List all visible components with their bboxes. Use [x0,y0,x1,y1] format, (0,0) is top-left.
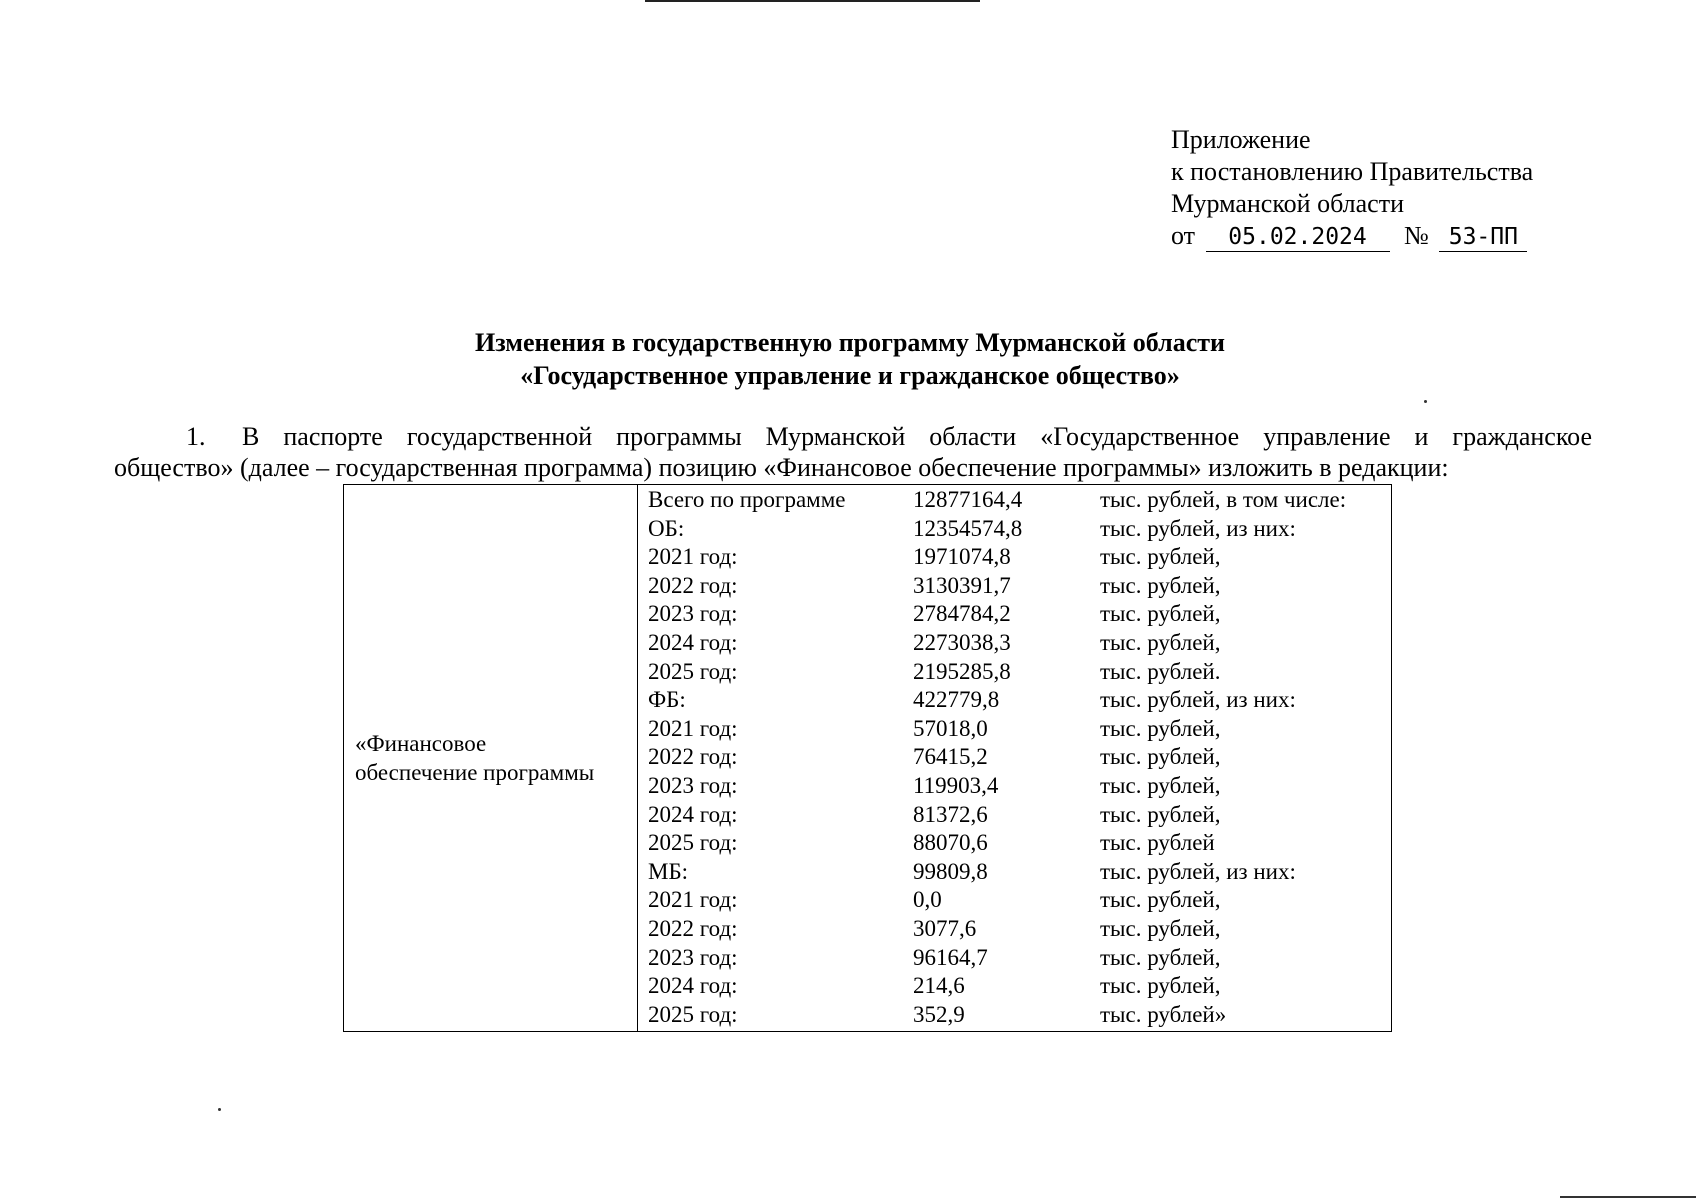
table-row [638,629,1391,658]
row-label: ОБ: [648,515,685,541]
row-value: 422779,8 [913,687,1000,713]
resolution-number: 53-ПП [1439,223,1527,252]
row-value: 214,6 [913,973,965,999]
row-label: 2023 год: [648,772,738,798]
row-unit: тыс. рублей, [1100,887,1221,913]
row-unit: тыс. рублей, [1100,629,1221,655]
row-label: 2021 год: [648,715,738,741]
table-row [638,772,1391,801]
table-row [638,829,1391,858]
appendix-reference: к постановлению Правительства [1171,157,1534,186]
row-value: 2195285,8 [913,658,1011,684]
row-unit: тыс. рублей, [1100,944,1221,970]
row-label: 2025 год: [648,830,738,856]
row-value: 88070,6 [913,830,988,856]
row-value: 2273038,3 [913,629,1011,655]
paragraph-line-2: общество» (далее – государственная программа) позицию «Финансовое обеспечение программы» изложить в редакции: [114,453,1449,482]
row-unit: тыс. рублей, из них: [1100,858,1296,884]
table-row [638,915,1391,944]
row-unit: тыс. рублей, [1100,601,1221,627]
row-label: 2021 год: [648,887,738,913]
table-row [638,743,1391,772]
position-name-cell [344,485,638,1031]
table-row [638,600,1391,629]
table-row [638,486,1391,515]
paragraph-1 [114,421,1592,483]
row-unit: тыс. рублей, из них: [1100,687,1296,713]
appendix-heading: Приложение [1171,125,1311,154]
row-value: 99809,8 [913,858,988,884]
row-unit: тыс. рублей. [1100,658,1221,684]
table-row [638,686,1391,715]
row-label: 2024 год: [648,973,738,999]
position-name-line-2: обеспечение программы [355,760,595,785]
row-label: Всего по программе [648,487,846,512]
table-row [638,944,1391,973]
row-label: 2022 год: [648,915,738,941]
row-value: 2784784,2 [913,601,1011,627]
title-line-2: «Государственное управление и гражданское общество» [520,361,1180,390]
row-unit: тыс. рублей» [1100,1001,1227,1027]
from-label: от [1171,221,1196,250]
row-label: 2023 год: [648,601,738,627]
row-value: 3130391,7 [913,572,1011,598]
table-row [638,801,1391,830]
table-row [638,1001,1391,1030]
row-value: 96164,7 [913,944,988,970]
row-value: 76415,2 [913,744,988,770]
row-value: 1971074,8 [913,544,1011,570]
row-unit: тыс. рублей, [1100,715,1221,741]
financing-table [343,484,1392,1032]
top-edge-rule [645,0,980,2]
row-unit: тыс. рублей, [1100,744,1221,770]
row-unit: тыс. рублей, в том числе: [1100,487,1347,512]
row-label: 2025 год: [648,658,738,684]
financing-values-cell [638,485,1391,1031]
appendix-block [1171,124,1533,252]
row-unit: тыс. рублей, [1100,915,1221,941]
row-label: 2022 год: [648,572,738,598]
paragraph-line-1: В паспорте государственной программы Мурманской области «Государственное управление и гражданское [242,422,1592,451]
row-unit: тыс. рублей, из них: [1100,515,1296,541]
bottom-edge-rule [1560,1196,1696,1198]
row-value: 0,0 [913,887,942,913]
row-value: 81372,6 [913,801,988,827]
row-unit: тыс. рублей, [1100,772,1221,798]
row-label: 2023 год: [648,944,738,970]
appendix-date-line [1171,220,1533,252]
row-unit: тыс. рублей, [1100,544,1221,570]
paragraph-number: 1. [186,422,206,451]
table-row [638,972,1391,1001]
row-unit: тыс. рублей, [1100,973,1221,999]
row-label: 2024 год: [648,629,738,655]
scan-speck [1424,400,1427,403]
document-title [0,326,1696,392]
row-label: 2021 год: [648,544,738,570]
resolution-date: 05.02.2024 [1206,223,1390,252]
row-unit: тыс. рублей, [1100,572,1221,598]
row-value: 352,9 [913,1001,965,1027]
table-row [638,543,1391,572]
title-line-1: Изменения в государственную программу Мурманской области [475,328,1225,357]
row-unit: тыс. рублей, [1100,801,1221,827]
row-label: 2024 год: [648,801,738,827]
table-row [638,572,1391,601]
row-value: 119903,4 [913,772,999,798]
row-unit: тыс. рублей [1100,830,1215,856]
table-row [638,658,1391,687]
row-value: 12877164,4 [913,487,1023,512]
row-value: 12354574,8 [913,515,1023,541]
appendix-region: Мурманской области [1171,189,1404,218]
number-sign: № [1404,221,1429,250]
row-label: 2025 год: [648,1001,738,1027]
table-row [638,715,1391,744]
row-label: ФБ: [648,687,686,713]
table-row [638,515,1391,544]
table-row [638,886,1391,915]
table-row [638,858,1391,887]
row-label: МБ: [648,858,689,884]
row-value: 57018,0 [913,715,988,741]
position-name-line-1: «Финансовое [355,731,487,756]
scan-speck [218,1108,221,1111]
row-label: 2022 год: [648,744,738,770]
row-value: 3077,6 [913,915,977,941]
